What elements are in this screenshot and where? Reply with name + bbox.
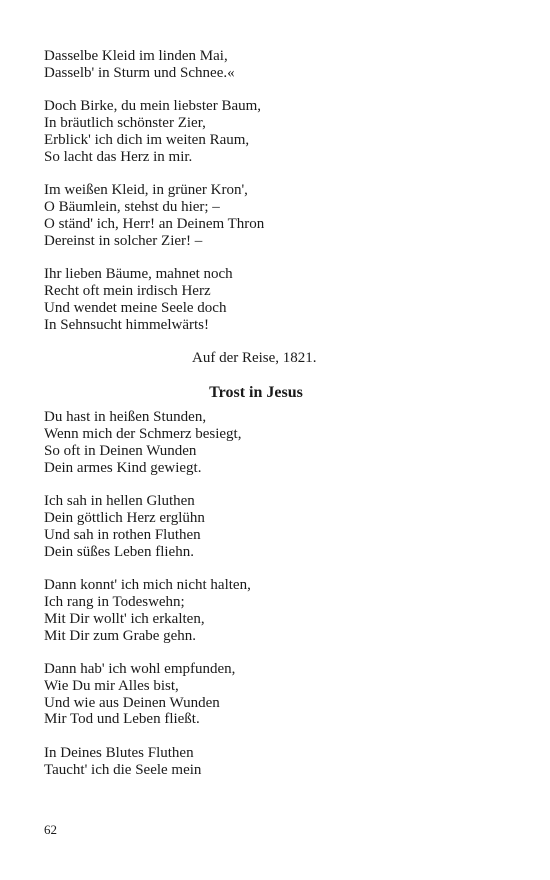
- poem: [44, 383, 504, 779]
- verse-line: Und wendet meine Seele doch: [44, 299, 227, 316]
- verse-line: Im weißen Kleid, in grüner Kron',: [44, 182, 248, 199]
- verse-line: Dasselbe Kleid im linden Mai,: [44, 48, 228, 64]
- verse-line: Erblick' ich dich im weiten Raum,: [44, 131, 250, 148]
- verse-line: Dann hab' ich wohl empfunden,: [44, 661, 236, 678]
- page-text: [44, 48, 504, 795]
- verse-line: Recht oft mein irdisch Herz: [44, 283, 211, 300]
- stanza: [44, 661, 504, 728]
- verse-line: O ständ' ich, Herr! an Deinem Thron: [44, 215, 265, 232]
- verse-line: Ihr lieben Bäume, mahnet noch: [44, 266, 233, 283]
- verse-line: O Bäumlein, stehst du hier; –: [44, 199, 220, 216]
- verse-line: Dasselb' in Sturm und Schnee.«: [44, 64, 235, 81]
- verse-line: Wenn mich der Schmerz besiegt,: [44, 425, 242, 442]
- verse-line: Dein armes Kind gewiegt.: [44, 459, 202, 476]
- page-number: 62: [44, 822, 57, 837]
- stanza: [44, 409, 504, 476]
- verse-line: Taucht' ich die Seele mein: [44, 761, 202, 778]
- verse-line: Dann konnt' ich mich nicht halten,: [44, 577, 251, 594]
- poem-dateline: Auf der Reise, 1821.: [192, 350, 317, 367]
- verse-line: Und sah in rothen Fluthen: [44, 526, 201, 543]
- verse-line: Ich sah in hellen Gluthen: [44, 493, 195, 510]
- verse-line: Dein süßes Leben fliehn.: [44, 543, 194, 560]
- stanza: [44, 493, 504, 560]
- stanza: [44, 48, 504, 82]
- stanza: [44, 577, 504, 644]
- verse-line: So oft in Deinen Wunden: [44, 442, 197, 459]
- verse-line: Dereinst in solcher Zier! –: [44, 232, 203, 249]
- verse-line: Mir Tod und Leben fließt.: [44, 711, 200, 728]
- stanza: [44, 266, 504, 333]
- verse-line: So lacht das Herz in mir.: [44, 148, 193, 165]
- poem-title: Trost in Jesus: [209, 384, 303, 402]
- verse-line: Ich rang in Todeswehn;: [44, 593, 185, 610]
- verse-line: Dein göttlich Herz erglühn: [44, 509, 205, 526]
- stanza: [44, 745, 504, 779]
- stanza: [44, 98, 504, 165]
- verse-line: In Deines Blutes Fluthen: [44, 745, 194, 762]
- stanza: [44, 182, 504, 249]
- verse-line: Du hast in heißen Stunden,: [44, 409, 207, 426]
- poem-continued: [44, 48, 504, 367]
- verse-line: Mit Dir zum Grabe gehn.: [44, 627, 197, 644]
- verse-line: Wie Du mir Alles bist,: [44, 677, 179, 694]
- verse-line: Mit Dir wollt' ich erkalten,: [44, 610, 205, 627]
- verse-line: Doch Birke, du mein liebster Baum,: [44, 98, 262, 115]
- verse-line: In Sehnsucht himmelwärts!: [44, 316, 209, 333]
- verse-line: In bräutlich schönster Zier,: [44, 115, 206, 132]
- verse-line: Und wie aus Deinen Wunden: [44, 694, 220, 711]
